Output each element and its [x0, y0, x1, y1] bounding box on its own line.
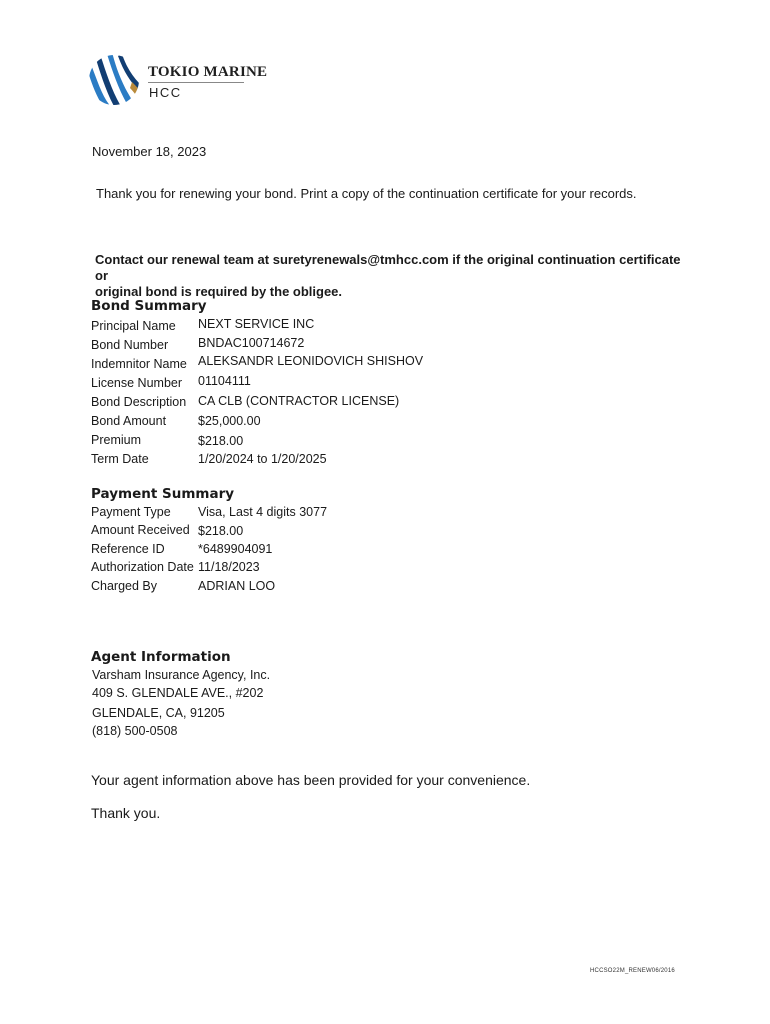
- convenience-note: Your agent information above has been provided for your convenience.: [91, 772, 531, 788]
- agent-city-line: GLENDALE, CA, 91205: [92, 706, 225, 720]
- payment-field-label: Authorization Date: [91, 560, 194, 574]
- payment-field-value: 11/18/2023: [198, 560, 260, 574]
- bond-field-label: Bond Description: [91, 395, 187, 409]
- bond-field-value: $218.00: [198, 434, 244, 448]
- contact-notice: [95, 252, 695, 300]
- agent-address-line: 409 S. GLENDALE AVE., #202: [92, 686, 264, 700]
- bond-field-label: Premium: [91, 433, 142, 447]
- tokio-marine-logo-icon: [88, 52, 140, 108]
- payment-field-value: $218.00: [198, 524, 244, 538]
- agent-name: Varsham Insurance Agency, Inc.: [92, 668, 271, 682]
- logo-subtitle: HCC: [149, 85, 182, 100]
- payment-field-value: Visa, Last 4 digits 3077: [198, 505, 328, 519]
- payment-summary-title: Payment Summary: [91, 486, 235, 502]
- letter-date: November 18, 2023: [92, 144, 207, 159]
- form-code: HCCSO22M_RENEW06/2016: [590, 968, 675, 974]
- payment-field-label: Payment Type: [91, 505, 171, 519]
- bond-field-value: CA CLB (CONTRACTOR LICENSE): [198, 394, 400, 408]
- thank-you-message: Thank you for renewing your bond. Print a copy of the continuation certificate for your records.: [96, 186, 637, 201]
- bond-field-value: ALEKSANDR LEONIDOVICH SHISHOV: [198, 354, 424, 368]
- bond-field-value: NEXT SERVICE INC: [198, 317, 315, 331]
- payment-field-value: *6489904091: [198, 542, 273, 556]
- bond-summary-title: Bond Summary: [91, 298, 207, 314]
- bond-field-value: 01104111: [198, 374, 251, 388]
- bond-field-value: $25,000.00: [198, 414, 261, 428]
- bond-field-label: Principal Name: [91, 319, 176, 333]
- bond-field-label: Indemnitor Name: [91, 357, 187, 371]
- contact-notice-line: original bond is required by the obligee.: [95, 284, 343, 299]
- bond-field-value: 1/20/2024 to 1/20/2025: [198, 452, 327, 466]
- agent-phone: (818) 500-0508: [92, 724, 178, 738]
- bond-field-label: Bond Number: [91, 338, 169, 352]
- agent-information-title: Agent Information: [91, 649, 231, 665]
- logo-divider: [148, 82, 244, 83]
- payment-field-label: Charged By: [91, 579, 158, 593]
- payment-field-label: Reference ID: [91, 542, 165, 556]
- bond-field-label: Bond Amount: [91, 414, 167, 428]
- bond-field-label: License Number: [91, 376, 183, 390]
- contact-notice-line: Contact our renewal team at suretyrenewals@tmhcc.com if the original continuation certificate or: [95, 252, 681, 283]
- bond-field-value: BNDAC100714672: [198, 336, 305, 350]
- bond-field-label: Term Date: [91, 452, 149, 466]
- closing-thank-you: Thank you.: [91, 805, 161, 821]
- payment-field-label: Amount Received: [91, 523, 190, 537]
- payment-field-value: ADRIAN LOO: [198, 579, 276, 593]
- logo-wordmark: TOKIO MARINE: [148, 64, 268, 80]
